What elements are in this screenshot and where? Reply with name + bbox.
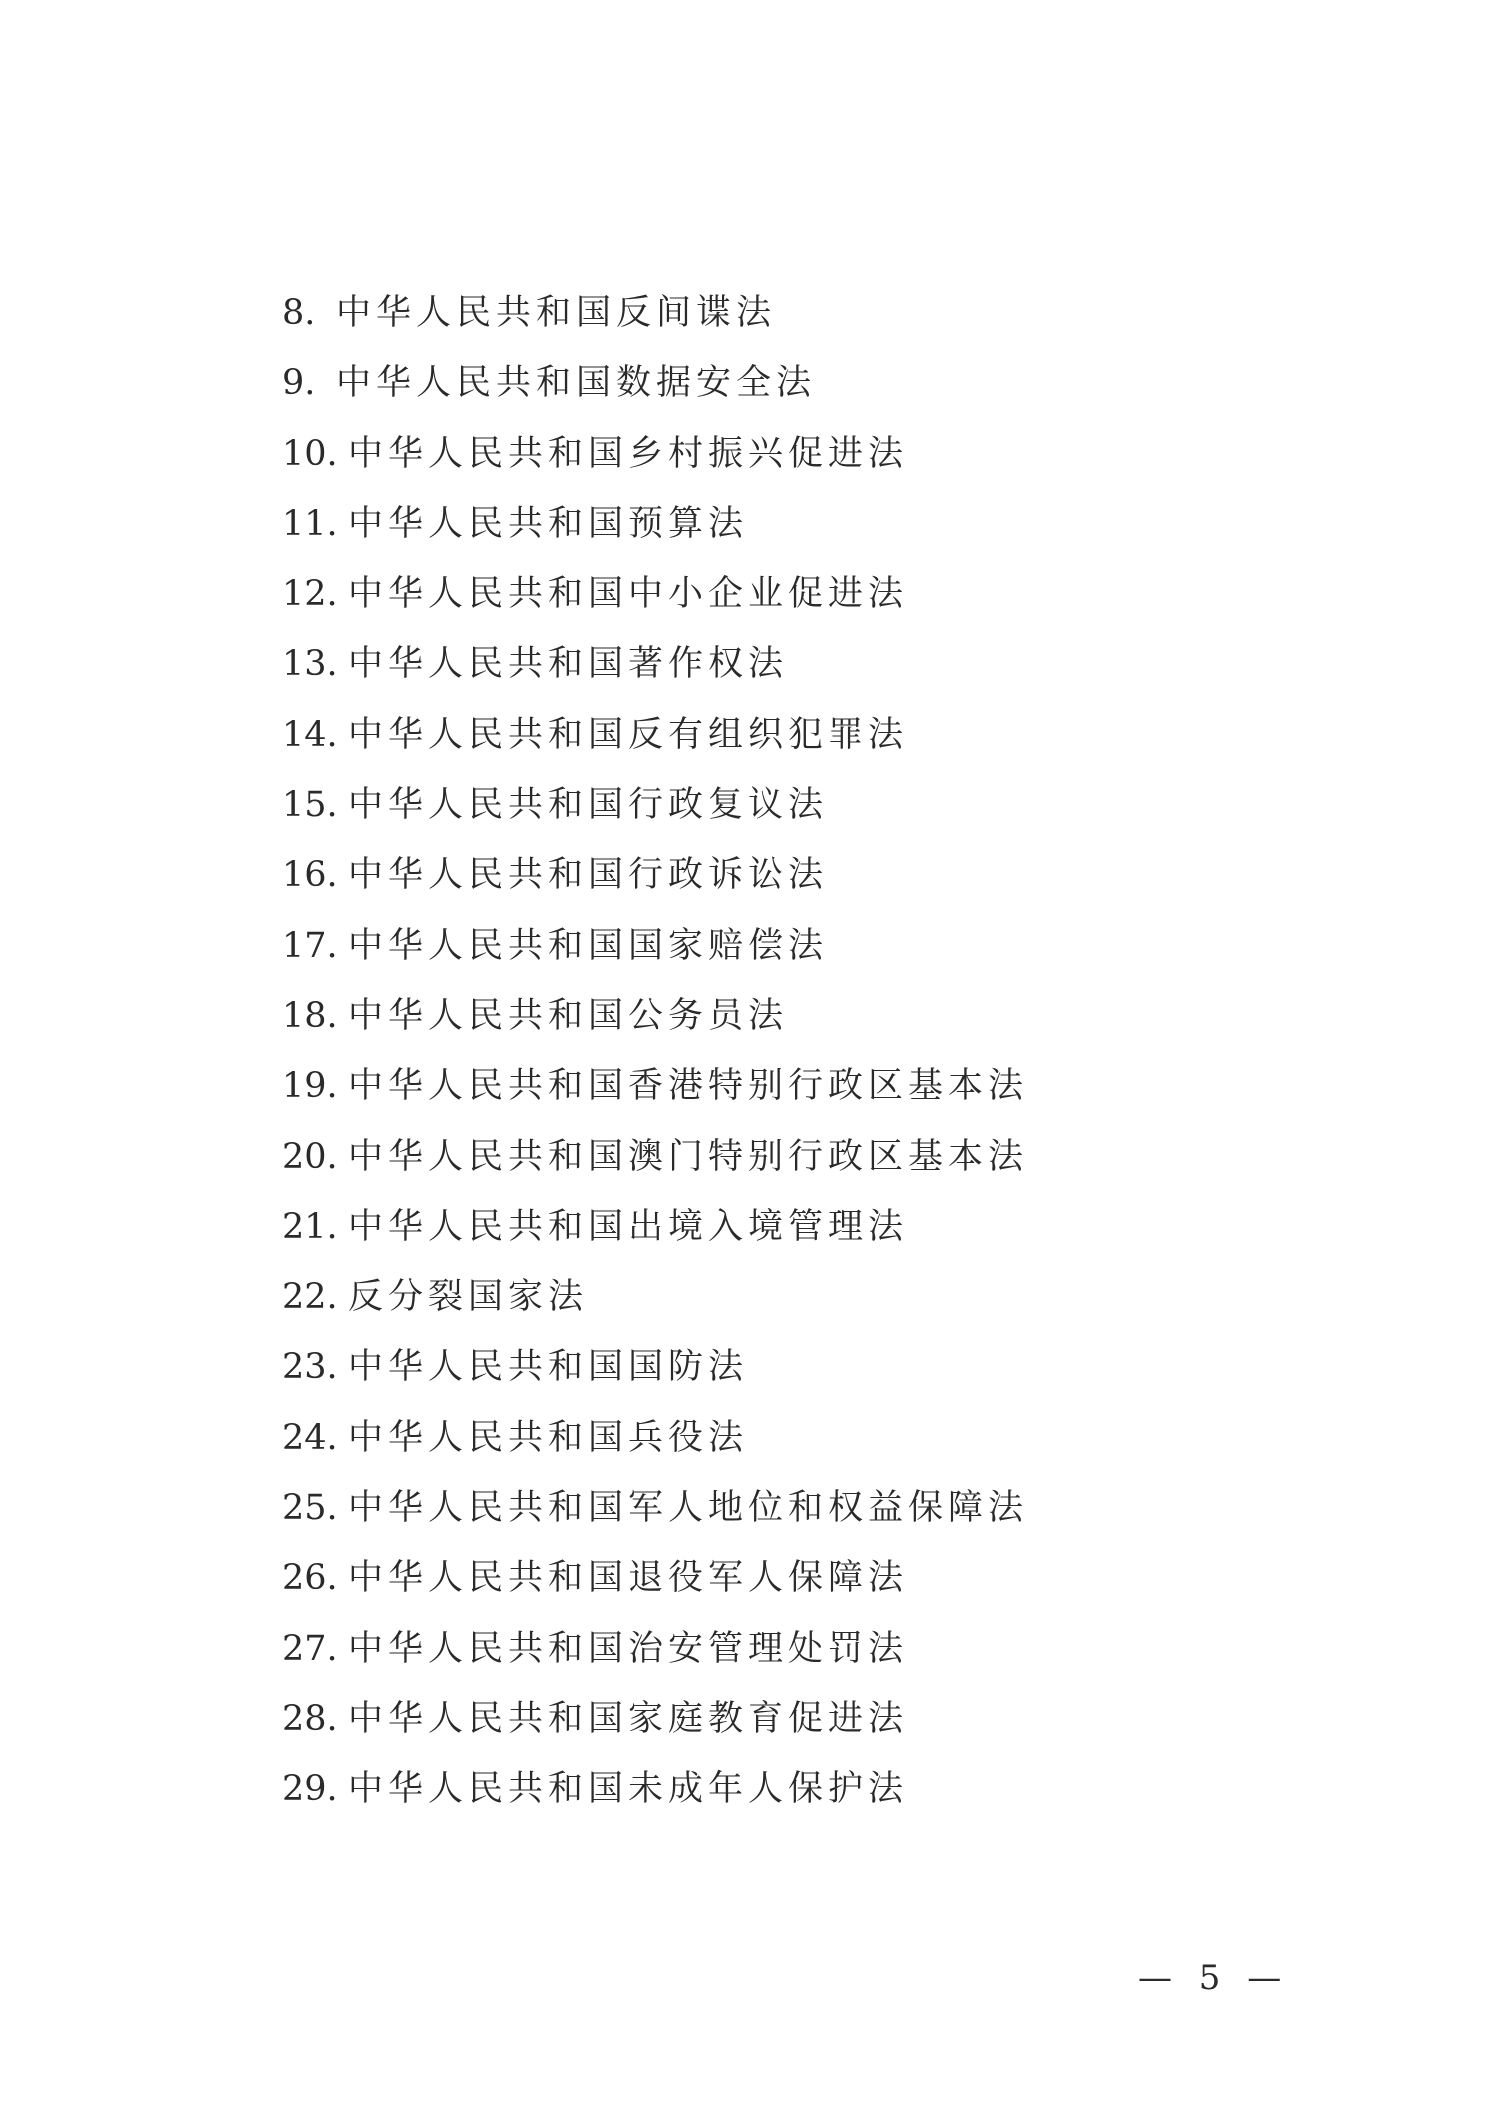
item-number: 29. xyxy=(282,1769,338,1810)
law-title: 中华人民共和国行政复议法 xyxy=(348,785,829,826)
law-title: 中华人民共和国军人地位和权益保障法 xyxy=(348,1488,1029,1529)
item-number: 9. xyxy=(282,363,316,404)
list-item xyxy=(282,348,1028,418)
list-item xyxy=(282,911,1028,981)
list-item xyxy=(282,1262,1028,1332)
law-title: 中华人民共和国公务员法 xyxy=(348,995,789,1036)
item-number: 28. xyxy=(282,1698,338,1739)
law-title: 中华人民共和国香港特别行政区基本法 xyxy=(348,1066,1029,1107)
page-number: — 5 — xyxy=(1138,1958,1290,1998)
item-number: 25. xyxy=(282,1488,338,1529)
law-title: 反分裂国家法 xyxy=(348,1277,589,1318)
item-number: 17. xyxy=(282,925,338,966)
item-number: 24. xyxy=(282,1417,338,1458)
item-number: 27. xyxy=(282,1628,338,1669)
law-title: 中华人民共和国国防法 xyxy=(348,1347,749,1388)
item-number: 23. xyxy=(282,1347,338,1388)
item-number: 18. xyxy=(282,995,338,1036)
item-number: 22. xyxy=(282,1277,338,1318)
list-item xyxy=(282,1051,1028,1121)
item-number: 26. xyxy=(282,1558,338,1599)
law-title: 中华人民共和国澳门特别行政区基本法 xyxy=(348,1136,1029,1177)
item-number: 20. xyxy=(282,1136,338,1177)
list-item xyxy=(282,278,1028,348)
list-item xyxy=(282,770,1028,840)
item-number: 19. xyxy=(282,1066,338,1107)
item-number: 8. xyxy=(282,293,316,333)
law-title: 中华人民共和国著作权法 xyxy=(348,644,789,685)
list-item xyxy=(282,1614,1028,1684)
item-number: 10. xyxy=(282,433,338,474)
law-title: 中华人民共和国预算法 xyxy=(348,503,749,544)
list-item xyxy=(282,1543,1028,1613)
list-item xyxy=(282,1403,1028,1473)
list-item xyxy=(282,1192,1028,1262)
list-item xyxy=(282,1122,1028,1192)
law-title: 中华人民共和国反间谍法 xyxy=(336,293,777,333)
law-list xyxy=(282,278,1028,1825)
list-item xyxy=(282,700,1028,770)
item-number: 16. xyxy=(282,855,338,896)
law-title: 中华人民共和国反有组织犯罪法 xyxy=(348,714,909,755)
item-number: 13. xyxy=(282,644,338,685)
list-item xyxy=(282,1684,1028,1754)
item-number: 15. xyxy=(282,785,338,826)
law-title: 中华人民共和国兵役法 xyxy=(348,1417,749,1458)
law-title: 中华人民共和国中小企业促进法 xyxy=(348,574,909,615)
list-item xyxy=(282,981,1028,1051)
item-number: 14. xyxy=(282,714,338,755)
list-item xyxy=(282,629,1028,699)
item-number: 21. xyxy=(282,1206,338,1247)
list-item xyxy=(282,1473,1028,1543)
law-title: 中华人民共和国治安管理处罚法 xyxy=(348,1628,909,1669)
law-title: 中华人民共和国退役军人保障法 xyxy=(348,1558,909,1599)
item-number: 12. xyxy=(282,574,338,615)
list-item xyxy=(282,419,1028,489)
law-title: 中华人民共和国行政诉讼法 xyxy=(348,855,829,896)
law-title: 中华人民共和国出境入境管理法 xyxy=(348,1206,909,1247)
law-title: 中华人民共和国未成年人保护法 xyxy=(348,1769,909,1810)
list-item xyxy=(282,840,1028,910)
list-item xyxy=(282,489,1028,559)
law-title: 中华人民共和国数据安全法 xyxy=(336,363,817,404)
law-title: 中华人民共和国家庭教育促进法 xyxy=(348,1698,909,1739)
list-item xyxy=(282,1332,1028,1402)
law-title: 中华人民共和国国家赔偿法 xyxy=(348,925,829,966)
law-title: 中华人民共和国乡村振兴促进法 xyxy=(348,433,909,474)
item-number: 11. xyxy=(282,503,338,544)
list-item xyxy=(282,1754,1028,1824)
list-item xyxy=(282,559,1028,629)
